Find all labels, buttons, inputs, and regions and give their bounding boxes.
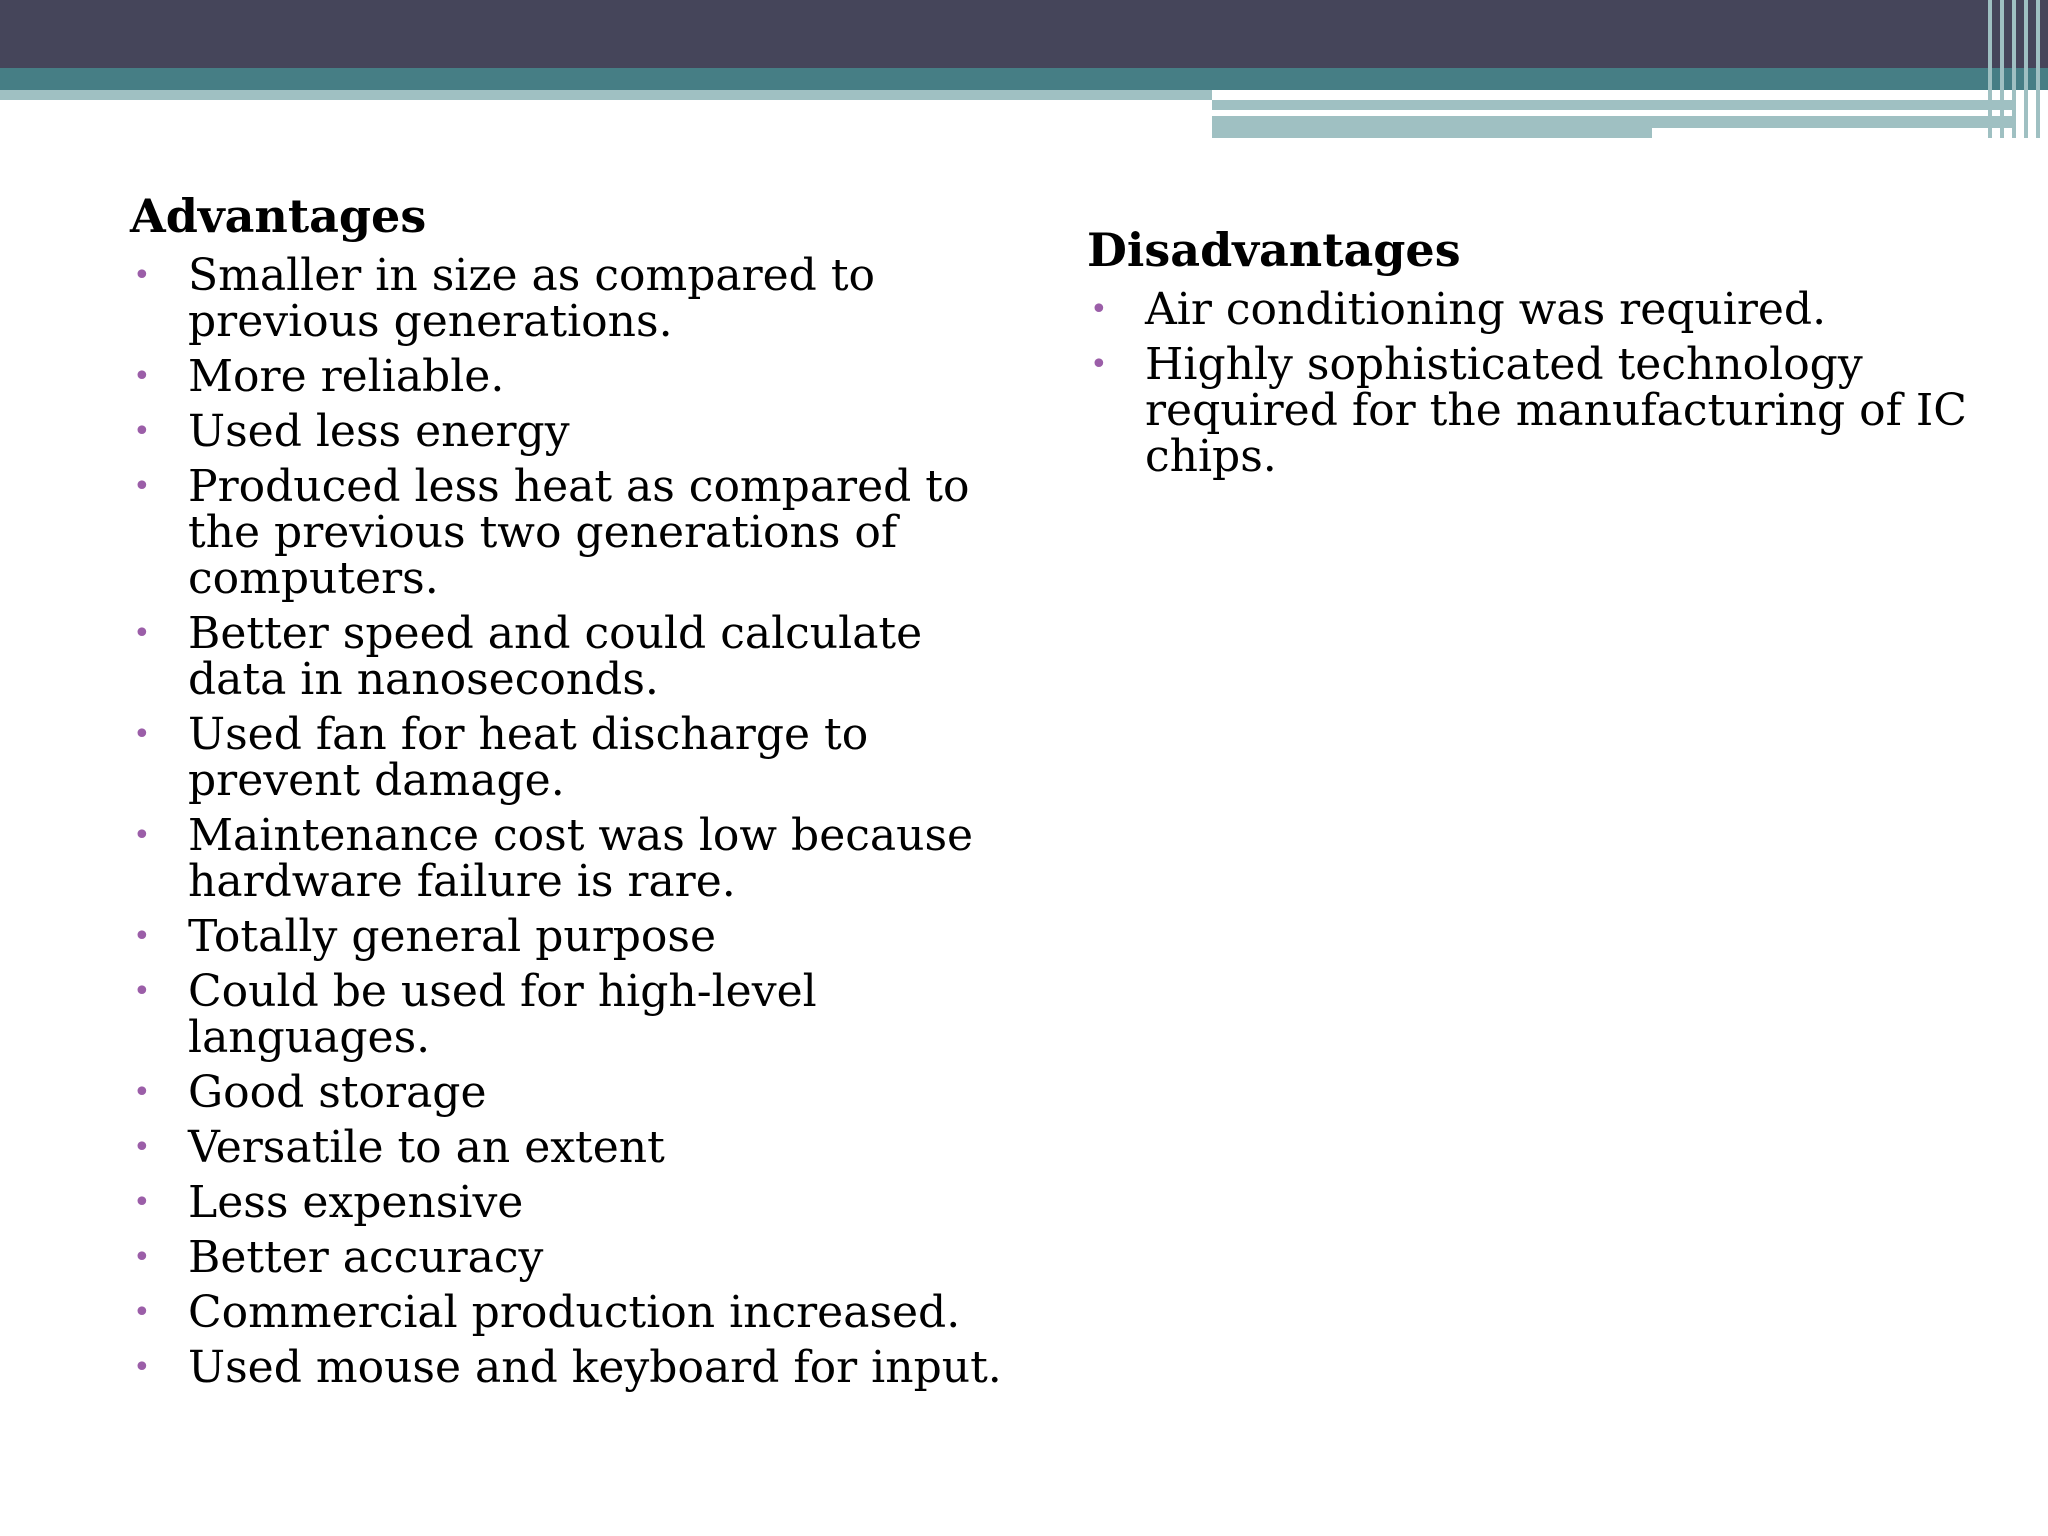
list-item [130,1067,1010,1118]
list-item [130,351,1010,402]
list-item-text: Could be used for high-level languages. [188,966,817,1063]
header-dark-bar [0,0,2048,68]
bullet-icon: • [133,1240,151,1275]
list-item-text: Highly sophisticated technology required for the manufacturing of IC chips. [1145,339,1967,482]
list-item [130,1342,1010,1393]
list-item [1087,339,1987,482]
list-item [130,461,1010,604]
disadvantages-column [1087,222,1987,480]
list-item [130,966,1010,1063]
list-item-text: Air conditioning was required. [1145,284,1827,335]
bullet-icon: • [133,616,151,651]
bullet-icon: • [1090,347,1108,382]
bullet-icon: • [1090,292,1108,327]
list-item-text: Smaller in size as compared to previous generations. [188,250,876,347]
list-item-text: Used less energy [188,406,570,457]
header-light-bar-right-middle [1212,116,2012,128]
header-light-bar-right-bottom [1212,128,1652,138]
header-edge-stripe [2000,0,2004,138]
bullet-icon: • [133,359,151,394]
header-teal-bar [0,68,2048,90]
advantages-column [130,188,1010,1391]
list-item [130,810,1010,907]
advantages-heading: Advantages [130,189,427,243]
list-item-text: Totally general purpose [188,911,717,962]
bullet-icon: • [133,1130,151,1165]
bullet-icon: • [133,919,151,954]
bullet-icon: • [133,1350,151,1385]
list-item [130,1287,1010,1338]
bullet-icon: • [133,1075,151,1110]
header-edge-stripe [2012,0,2016,138]
disadvantages-list [1087,284,1987,482]
header-edge-stripe [1988,0,1992,138]
list-item-text: Better accuracy [188,1232,544,1283]
list-item [130,1177,1010,1228]
list-item [130,406,1010,457]
list-item-text: Used fan for heat discharge to prevent damage. [188,709,869,806]
list-item [130,250,1010,347]
bullet-icon: • [133,818,151,853]
list-item-text: Commercial production increased. [188,1287,961,1338]
bullet-icon: • [133,1295,151,1330]
header-edge-stripe [2024,0,2028,138]
bullet-icon: • [133,1185,151,1220]
disadvantages-heading: Disadvantages [1087,223,1461,277]
header-light-bar-left [0,90,1212,100]
list-item [130,709,1010,806]
list-item-text: Produced less heat as compared to the previous two generations of computers. [188,461,970,604]
advantages-list [130,250,1010,1393]
bullet-icon: • [133,258,151,293]
list-item-text: Better speed and could calculate data in nanoseconds. [188,608,923,705]
list-item [1087,284,1987,335]
bullet-icon: • [133,414,151,449]
list-item [130,1232,1010,1283]
bullet-icon: • [133,974,151,1009]
list-item-text: Versatile to an extent [188,1122,665,1173]
slide-header-band [0,0,2048,140]
list-item [130,608,1010,705]
list-item-text: More reliable. [188,351,505,402]
bullet-icon: • [133,717,151,752]
header-edge-stripe [2036,0,2040,138]
list-item-text: Maintenance cost was low because hardware failure is rare. [188,810,974,907]
bullet-icon: • [133,469,151,504]
list-item [130,911,1010,962]
list-item-text: Used mouse and keyboard for input. [188,1342,1002,1393]
list-item [130,1122,1010,1173]
header-light-bar-right-top [1212,100,2012,110]
list-item-text: Less expensive [188,1177,524,1228]
list-item-text: Good storage [188,1067,487,1118]
